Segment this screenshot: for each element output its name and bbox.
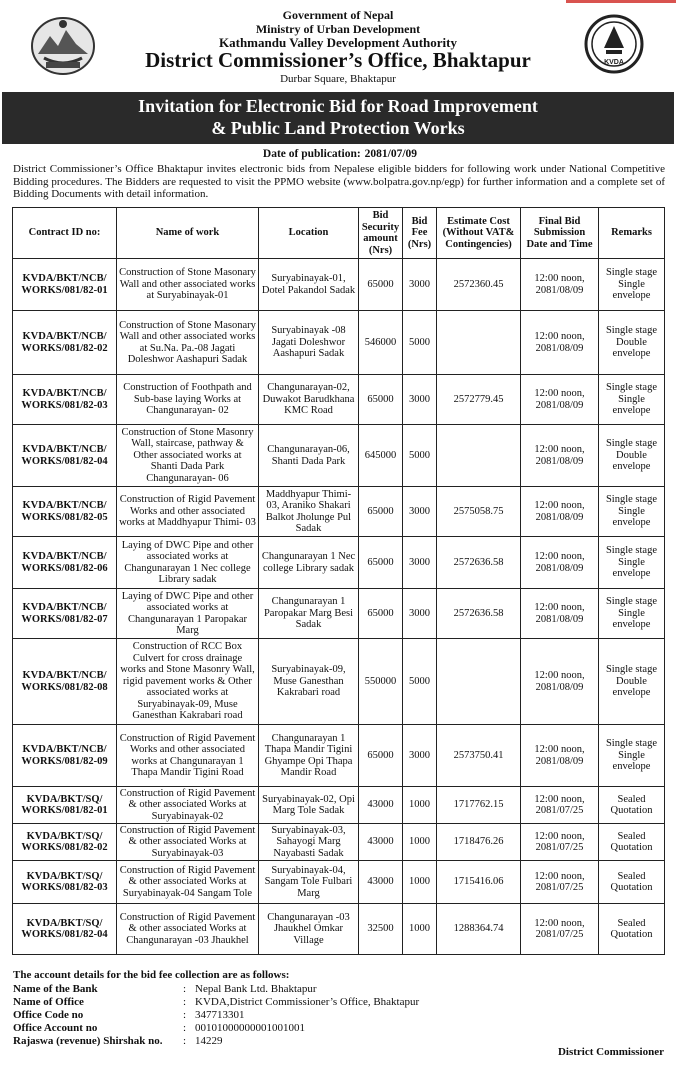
account-row: Name of the Bank : Nepal Bank Ltd. Bhaktapur [13,983,317,995]
office-address: Durbar Square, Bhaktapur [280,73,396,85]
submission-cell: 12:00 noon, 2081/08/09 [521,589,599,639]
submission-cell: 12:00 noon, 2081/07/25 [521,904,599,955]
account-label: Rajaswa (revenue) Shirshak no. [13,1035,163,1047]
work-name-cell: Construction of Stone Masonary Wall and other associated works at Suryabinayak-01 [117,259,259,311]
account-value: Nepal Bank Ltd. Bhaktapur [195,983,317,995]
bid-security-cell: 550000 [359,639,403,725]
authority-name: Kathmandu Valley Development Authority [219,35,457,50]
bid-security-cell: 546000 [359,311,403,375]
estimate-cost-cell: 2572360.45 [437,259,521,311]
bid-security-cell: 645000 [359,425,403,487]
remarks-cell: Single stage Single envelope [599,725,665,787]
work-name-cell: Construction of Rigid Pavement Works and other associated works at Changunarayan 1 Thapa Mandir Tigini Road [117,725,259,787]
work-name-cell: Construction of Rigid Pavement & other associated Works at Suryabinayak-03 [117,824,259,861]
remarks-cell: Single stage Single envelope [599,589,665,639]
account-value: 14229 [195,1035,223,1047]
contract-id-cell: KVDA/BKT/NCB/ WORKS/081/82-04 [13,425,117,487]
remarks-cell: Sealed Quotation [599,861,665,904]
location-cell: Suryabinayak-01, Dotel Pakandol Sadak [259,259,359,311]
remarks-cell: Single stage Single envelope [599,375,665,425]
remarks-cell: Sealed Quotation [599,904,665,955]
submission-cell: 12:00 noon, 2081/08/09 [521,375,599,425]
contract-id-cell: KVDA/BKT/NCB/ WORKS/081/82-08 [13,639,117,725]
bid-security-cell: 43000 [359,787,403,824]
remarks-cell: Single stage Double envelope [599,639,665,725]
table-row [13,639,665,725]
table-header-row [13,208,665,259]
bid-security-cell: 43000 [359,824,403,861]
table-row [13,487,665,537]
work-name-cell: Construction of Rigid Pavement & other associated Works at Suryabinayak-02 [117,787,259,824]
submission-cell: 12:00 noon, 2081/07/25 [521,861,599,904]
submission-cell: 12:00 noon, 2081/08/09 [521,639,599,725]
estimate-cost-cell: 1288364.74 [437,904,521,955]
submission-cell: 12:00 noon, 2081/08/09 [521,487,599,537]
header-bid-security: Bid Security amount (Nrs) [359,208,403,259]
account-row: Office Code no : 347713301 [13,1009,245,1021]
work-name-cell: Construction of Foothpath and Sub-base laying Works at Changunarayan- 02 [117,375,259,425]
work-name-cell: Construction of Rigid Pavement & other associated Works at Changunarayan -03 Jhaukhel [117,904,259,955]
account-value: KVDA,District Commissioner’s Office, Bhaktapur [195,996,420,1008]
work-name-cell: Laying of DWC Pipe and other associated works at Changunarayan 1 Paropakar Marg [117,589,259,639]
account-row: Name of Office : KVDA,District Commissioner’s Office, Bhaktapur [13,996,420,1008]
bid-fee-cell: 5000 [403,311,437,375]
bid-security-cell: 65000 [359,725,403,787]
table-row [13,824,665,861]
publication-date [0,148,676,160]
intro-paragraph: District Commissioner’s Office Bhaktapur invites electronic bids from Nepalese eligible bidders for following work under National Competitive Bidding procedures. The Bidders are requested to visit the PPMO website (www.bolpatra.gov.np/egp) for further information and a complete set of Bidding Documents with detail information. [13,163,665,200]
remarks-cell: Single stage Double envelope [599,425,665,487]
work-name-cell: Construction of Rigid Pavement Works and other associated works at Maddhyapur Thimi- 03 [117,487,259,537]
contract-id-cell: KVDA/BKT/NCB/ WORKS/081/82-03 [13,375,117,425]
bid-fee-cell: 3000 [403,375,437,425]
estimate-cost-cell [437,311,521,375]
bid-fee-cell: 5000 [403,425,437,487]
remarks-cell: Sealed Quotation [599,824,665,861]
estimate-cost-cell: 2575058.75 [437,487,521,537]
account-value: 347713301 [195,1009,245,1021]
account-label: Name of the Bank [13,983,98,995]
banner-title-line1: Invitation for Electronic Bid for Road Improvement [138,96,538,116]
estimate-cost-cell: 2572779.45 [437,375,521,425]
corner-mark [566,0,676,3]
table-row [13,787,665,824]
publication-label: Date of publication: [262,148,361,160]
submission-cell: 12:00 noon, 2081/08/09 [521,259,599,311]
contract-id-cell: KVDA/BKT/SQ/ WORKS/081/82-03 [13,861,117,904]
bid-security-cell: 65000 [359,589,403,639]
header-bid-fee: Bid Fee (Nrs) [403,208,437,259]
work-name-cell: Laying of DWC Pipe and other associated works at Changunarayan 1 Nec college Library sadak [117,537,259,589]
bid-fee-cell: 3000 [403,725,437,787]
contract-id-cell: KVDA/BKT/SQ/ WORKS/081/82-02 [13,824,117,861]
location-cell: Suryabinayak-09, Muse Ganesthan Kakrabari road [259,639,359,725]
bid-table [12,207,665,955]
location-cell: Changunarayan 1 Thapa Mandir Tigini Ghyampe Opi Thapa Mandir Road [259,725,359,787]
account-label: Office Account no [13,1022,98,1034]
bid-security-cell: 43000 [359,861,403,904]
bid-security-cell: 65000 [359,487,403,537]
header-work-name: Name of work [117,208,259,259]
account-row: Office Account no : 00101000000001001001 [13,1022,305,1034]
bid-fee-cell: 5000 [403,639,437,725]
estimate-cost-cell [437,425,521,487]
contract-id-cell: KVDA/BKT/SQ/ WORKS/081/82-01 [13,787,117,824]
work-name-cell: Construction of Stone Masonry Wall, staircase, pathway & Other associated works at Shanti Dada Park Changunarayan- 06 [117,425,259,487]
submission-cell: 12:00 noon, 2081/08/09 [521,725,599,787]
bid-fee-cell: 1000 [403,861,437,904]
table-row [13,725,665,787]
submission-cell: 12:00 noon, 2081/07/25 [521,824,599,861]
work-name-cell: Construction of Stone Masonary Wall and other associated works at Su.Na. Pa.-08 Jagati Doleshwor Aashapuri Sadak [117,311,259,375]
location-cell: Suryabinayak-04, Sangam Tole Fulbari Marg [259,861,359,904]
estimate-cost-cell: 2573750.41 [437,725,521,787]
remarks-cell: Sealed Quotation [599,787,665,824]
estimate-cost-cell: 2572636.58 [437,589,521,639]
account-label: Office Code no [13,1009,84,1021]
header-remarks: Remarks [599,208,665,259]
government-name: Government of Nepal [282,8,394,22]
account-row: Rajaswa (revenue) Shirshak no. : 14229 [13,1035,223,1047]
account-value: 00101000000001001001 [195,1022,305,1034]
kvda-logo-text: KVDA [604,59,624,66]
work-name-cell: Construction of Rigid Pavement & other associated Works at Suryabinayak-04 Sangam Tole [117,861,259,904]
bid-fee-cell: 1000 [403,824,437,861]
contract-id-cell: KVDA/BKT/SQ/ WORKS/081/82-04 [13,904,117,955]
table-row [13,904,665,955]
submission-cell: 12:00 noon, 2081/07/25 [521,787,599,824]
bid-fee-cell: 1000 [403,904,437,955]
signature-title: District Commissioner [557,1046,664,1058]
office-title: District Commissioner’s Office, Bhaktapur [145,48,531,72]
bid-fee-cell: 3000 [403,487,437,537]
estimate-cost-cell: 1717762.15 [437,787,521,824]
submission-cell: 12:00 noon, 2081/08/09 [521,311,599,375]
header-submission: Final Bid Submission Date and Time [521,208,599,259]
table-row [13,311,665,375]
location-cell: Changunarayan -03 Jhaukhel Omkar Village [259,904,359,955]
title-banner [2,92,674,144]
location-cell: Suryabinayak-02, Opi Marg Tole Sadak [259,787,359,824]
header-contract-id: Contract ID no: [13,208,117,259]
bid-fee-cell: 1000 [403,787,437,824]
location-cell: Changunarayan-02, Duwakot Barudkhana KMC Road [259,375,359,425]
header-location: Location [259,208,359,259]
location-cell: Suryabinayak-03, Sahayogi Marg Nayabasti Sadak [259,824,359,861]
bid-security-cell: 65000 [359,375,403,425]
contract-id-cell: KVDA/BKT/NCB/ WORKS/081/82-06 [13,537,117,589]
contract-id-cell: KVDA/BKT/NCB/ WORKS/081/82-09 [13,725,117,787]
location-cell: Changunarayan 1 Nec college Library sadak [259,537,359,589]
table-row [13,425,665,487]
work-name-cell: Construction of RCC Box Culvert for cross drainage works and Stone Masonry Wall, rigid pavement works & Other associated works at Suryabinayak-09, Muse Ganesthan Kakrabari road [117,639,259,725]
table-row [13,259,665,311]
ministry-name: Ministry of Urban Development [255,22,421,36]
table-row [13,861,665,904]
bid-fee-cell: 3000 [403,259,437,311]
remarks-cell: Single stage Single envelope [599,259,665,311]
location-cell: Changunarayan 1 Paropakar Marg Besi Sadak [259,589,359,639]
remarks-cell: Single stage Single envelope [599,487,665,537]
contract-id-cell: KVDA/BKT/NCB/ WORKS/081/82-05 [13,487,117,537]
table-row [13,375,665,425]
account-label: Name of Office [13,996,84,1008]
submission-cell: 12:00 noon, 2081/08/09 [521,537,599,589]
contract-id-cell: KVDA/BKT/NCB/ WORKS/081/82-01 [13,259,117,311]
bid-security-cell: 65000 [359,537,403,589]
estimate-cost-cell: 2572636.58 [437,537,521,589]
account-details-title: The account details for the bid fee collection are as follows: [13,969,290,981]
table-row [13,537,665,589]
contract-id-cell: KVDA/BKT/NCB/ WORKS/081/82-02 [13,311,117,375]
location-cell: Changunarayan-06, Shanti Dada Park [259,425,359,487]
bid-fee-cell: 3000 [403,589,437,639]
location-cell: Suryabinayak -08 Jagati Doleshwor Aashapuri Sadak [259,311,359,375]
publication-value: 2081/07/09 [364,148,418,160]
bid-security-cell: 32500 [359,904,403,955]
header-estimate-cost: Estimate Cost (Without VAT& Contingencies) [437,208,521,259]
estimate-cost-cell: 1718476.26 [437,824,521,861]
remarks-cell: Single stage Single envelope [599,537,665,589]
banner-title-line2: & Public Land Protection Works [211,118,465,138]
table-row [13,589,665,639]
remarks-cell: Single stage Double envelope [599,311,665,375]
location-cell: Maddhyapur Thimi- 03, Araniko Shakari Balkot Jholunge Pul Sadak [259,487,359,537]
submission-cell: 12:00 noon, 2081/08/09 [521,425,599,487]
contract-id-cell: KVDA/BKT/NCB/ WORKS/081/82-07 [13,589,117,639]
estimate-cost-cell: 1715416.06 [437,861,521,904]
bid-security-cell: 65000 [359,259,403,311]
estimate-cost-cell [437,639,521,725]
bid-fee-cell: 3000 [403,537,437,589]
